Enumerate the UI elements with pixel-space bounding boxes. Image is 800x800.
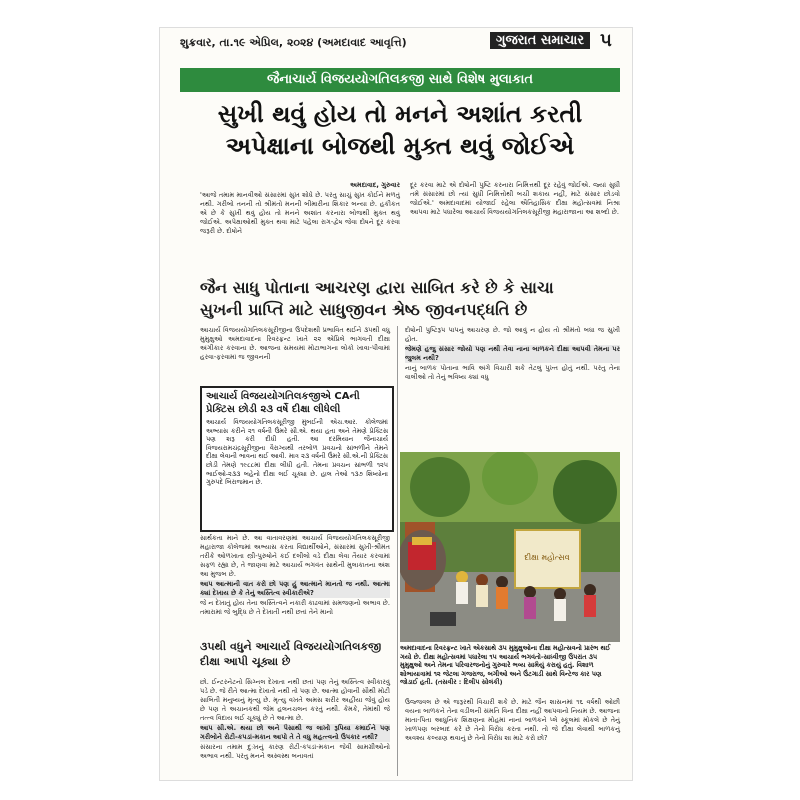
left-column-a bbox=[200, 326, 390, 363]
ca-story-box bbox=[200, 386, 394, 532]
newspaper-page bbox=[160, 28, 632, 780]
right-column-c-text: ઉજ્જવલ છે એ જરૂરથી વિચારી શકે છે. માટે જૈન શાસનમાં ૧૬ વર્ષથી ઓછી વયના બાળકને તેના વડીલની સંમતિ વિના દીક્ષા નહીં આપવાનો નિયમ છે. આજના માતા-પિતા આધુનિક શિક્ષણના મોહમાં નાનાં બાળકને પ્લે સ્કૂલમાં મોકલે છે તેનું ખાળપણ બરબાદ કરે છે તેનો વિરોધ કરતા નથી. તો જે દીક્ષા લેવાથી બાળકનું અવશ્ય કલ્યાણ થવાનું છે તેનો વિરોધ શા માટે કરો છો? bbox=[405, 698, 620, 742]
date-line: શુક્રવાર, તા.૧૯ એપ્રિલ, ૨૦૨૪ (અમદાવાદ આવૃત્તિ) bbox=[180, 36, 407, 49]
photo-illustration bbox=[400, 452, 620, 642]
right-column-a bbox=[405, 326, 620, 383]
column-rule bbox=[397, 326, 398, 776]
right-column-b-text: નાનું બાળક પોતાના ભાવિ અંગે વિચારી શકે તેટલું પુખ્ત હોતું નથી. પરંતુ તેના વાલીઓ તો તેનું ભવિષ્ય ક્યાં વધુ bbox=[405, 364, 620, 381]
subheadline-line-2: સુખની પ્રાપ્તિ માટે સાધુજીવન શ્રેષ્ઠ જીવનપદ્ધતિ છે bbox=[200, 300, 528, 319]
subheadline-line-1: જૈન સાધુ પોતાના આચરણ દ્વારા સાબિત કરે છે કે સાચા bbox=[200, 278, 554, 297]
main-headline bbox=[180, 98, 620, 162]
left-column-b bbox=[200, 534, 390, 618]
question-3: જેમણે હજુ સંસાર જોયો પણ નથી તેવા નાના બાળકને દીક્ષા આપવી તેમના પર જુલમ નથી? bbox=[405, 345, 620, 362]
box-body: આચાર્ય વિજયયોગતિલકસૂરીજી મુંબઈની એચ.આર. કોલેજમાં અભ્યાસ કરીને ૨૧ વર્ષની ઉંમરે સી.એ. થયા હતા અને તેમણે પ્રેક્ટિસ પણ શરૂ કરી દીધી હતી. આ દરમિયાન જૈનાચાર્ય વિજયરામચંદ્રસૂરીજીના વૈરાગ્યથી તરબોળ પ્રવચનો સાંભળીને તેમને દીક્ષા લેવાની ભાવના થઈ આવી. માત્ર ૨૩ વર્ષની ઉંમરે સી.એ.ની પ્રેક્ટિસ છોડી તેમણે ૧૯૮૮માં દીક્ષા લીધી હતી. તેમના પ્રવચન સાંભળી ૧૨૫ ભાઈઓ-૨૩૩ બહેનો દીક્ષા લઈ ચૂક્યા છે. હાલ તેઓ ૧૩૭ શિષ્યોના ગુરુપદે બિરાજમાન છે. bbox=[206, 418, 388, 487]
masthead bbox=[160, 28, 632, 56]
question-2: આપ સી.એ. થયા છો અને પૈસાથી જ લાખો રૂપિયા કમાઈને પણ ગરીબોને રોટી-કપડાં-મકાન આપો તે તે વધુ મહત્ત્વનો ઉપકાર નથી? bbox=[200, 724, 390, 741]
photo-caption: અમદાવાદના રિવરફ્રન્ટ ખાતે એકસાથે ૩૫ મુમુક્ષુઓના દીક્ષા મહોત્સવનો પ્રારંભ થઈ ગયો છે. દીક્ષા મહોત્સવમાં પધારેલા ૧૫ આચાર્ય ભગવંતો-સાધ્વીજી ઉપરાંત ૩૫ મુમુક્ષુઓ અને તેમના પરિવારજનોનું ગુરુવારે ભવ્ય સામૈયું કરાયું હતું. વિશાળ શોભાયાત્રામાં ૧૨ જેટલા ગજરાજ, બગીઓ અને ઉંટગાડી સાથે વિન્ટેજ કાર પણ જોડાઈ હતી. (તસવીર : દિલીપ સોલંકી) bbox=[400, 644, 611, 687]
left-column-c-text: જે ન દેખાતું હોય તેના અસ્તિત્વને નકારી કાઢવામાં સમજણનો અભાવ છે. તમારામાં જે બુદ્ધિ છે તે દેખાતી નથી છતાં તેને માનો bbox=[200, 599, 390, 616]
paper-name: ગુજરાત સમાચાર bbox=[490, 32, 590, 49]
left-column-d-text: છો. ઈન્ટરનેટનો સિગ્નલ દેખાતા નથી છતાં પણ તેનું અસ્તિત્વ સ્વીકારવું પડે છે. જે રીતે આત્મા દેખાતો નથી તો પણ છે. આત્મા હોવાની સૌથી મોટી સાબિતી મનુષ્યનું મૃત્યુ છે. મૃત્યુ વખતે અમસ શરીર અહીંયા જેવું હોય છે પણ તે અચાનકથી જેમ હલનચલન કરતું નથી. કેમકે, તેમાંથી જે તત્ત્વ વિદાય લઈ ચૂક્યું છે તે આત્મા છે. bbox=[200, 678, 390, 722]
photo-banner-text: દીક્ષા મહોત્સવ bbox=[524, 553, 570, 562]
left-column-d bbox=[200, 678, 390, 762]
left-column-a-text: આચાર્ય વિજયયોગતિલકસૂરીજીના ઉપદેશથી પ્રભાવિત થઈને ૩૫થી વધુ મુમુક્ષુઓ અમદાવાદના રિવરફ્રન્ટ ખાતે ૨૨ એપ્રિલે ભાગવતી દીક્ષા અંગીકાર કરવાના છે. આજના સમયમાં મોટાભાગના લોકો ખાવા-પીવામાં હરવા-ફરવામાં જ જીવનની bbox=[200, 326, 390, 361]
right-column-a-text: દોષોની પુષ્ટિરૂપ પાપનું આચરણ છે. જો આવું ન હોય તો શ્રીમંતો બધા જ સુખી હોત. bbox=[405, 326, 620, 343]
pull-quote-heading: ૩૫થી વધુને આચાર્ય વિજયયોગતિલકજી દીક્ષા આપી ચૂક્યા છે bbox=[200, 640, 382, 668]
left-column-e-text: સંસારના તમામ દુઃખનું કારણ રોટી-કપડાં-મકાન જેવી સામગ્રીઓનો અભાવ નથી. પરંતુ મનને અસ્વસ્થ બનાવતાં bbox=[200, 743, 390, 760]
intro-right-column bbox=[410, 181, 620, 218]
page-number: ૫ bbox=[600, 30, 612, 51]
headline-line-2: અપેક્ષાના બોજથી મુક્ત થવું જોઈએ bbox=[225, 132, 575, 160]
right-column-c bbox=[405, 698, 620, 744]
section-banner: જૈનાચાર્ય વિજયયોગતિલકજી સાથે વિશેષ મુલાકાત bbox=[180, 68, 620, 92]
intro-left-column bbox=[200, 181, 400, 237]
box-heading: આચાર્ય વિજયયોગતિલકજીએ CAની પ્રેક્ટિસ છોડી ૨૩ વર્ષે દીક્ષા લીધેલી bbox=[206, 391, 360, 415]
intro-left-text: 'આજે તમામ માનવીઓ સંસારમાં સુખ શોધે છે. પરંતુ સાચું સુખ કોઈને મળતું નથી. ગરીબો તનની તો શ્રીમંતો મનની બીમારીના શિકાર બન્યા છે. હકીકત એ છે કે સુખી થવું હોય તો મનને અશાંત કરનારા બોજથી મુક્ત થવું જોઈએ. અપેક્ષાઓથી મુક્ત થવા માટે પહેલા રાગ-દ્વેષ જેવા દોષને દૂર કરવા જરૂરી છે. દોષોને bbox=[200, 191, 400, 235]
headline-line-1: સુખી થવું હોય તો મનને અશાંત કરતી bbox=[217, 100, 583, 128]
left-column-b-text: સાર્થકતા માને છે. આ વાતાવરણમાં આચાર્ય વિજયયોગતિલકસૂરીજી મહારાજા કોલેજમાં અભ્યાસ કરતા વિદ્યાર્થીઓને, સંસારમાં સુખી-શ્રીમંત તરીકે ઓળખાતા સ્ત્રી-પુરુષોને કઈ દલીલો વડે દીક્ષા લેવા તૈયાર કરવામાં સફળ રહ્યા છે, તે જાણવા માટે આચાર્ય ભગવંત સાથેની મુલાકાતના અંશ આ મુજબ છે. bbox=[200, 534, 390, 578]
procession-photo bbox=[400, 452, 620, 642]
intro-right-text: દૂર કરવા માટે એ દોષોની પુષ્ટિ કરનારા નિમિત્તથી દૂર રહેવું જોઈએ. જ્યાં સુધી તમે સંસારમાં છો ત્યાં સુધી નિમિત્તોથી બચી શકાય નહીં, માટે સંસાર છોડવો જોઈએ.' અમદાવાદમાં યોજાઈ રહેલા ઐતિહાસિક દીક્ષા મહોત્સવમાં નિશ્રા આપવા માટે પધારેલા આચાર્ય વિજયયોગતિલકસૂરીજી મહારાજાના આ શબ્દો છે. bbox=[410, 181, 620, 216]
subheadline bbox=[200, 277, 620, 321]
question-1: આપ આત્માની વાત કરો છો પણ હું આત્માને માનતો જ નથી. આત્મા ક્યાં દેખાય છે કે તેનું અસ્તિત્વ સ્વીકારીએ? bbox=[200, 580, 390, 597]
dateline: અમદાવાદ, ગુરુવાર bbox=[350, 181, 400, 189]
